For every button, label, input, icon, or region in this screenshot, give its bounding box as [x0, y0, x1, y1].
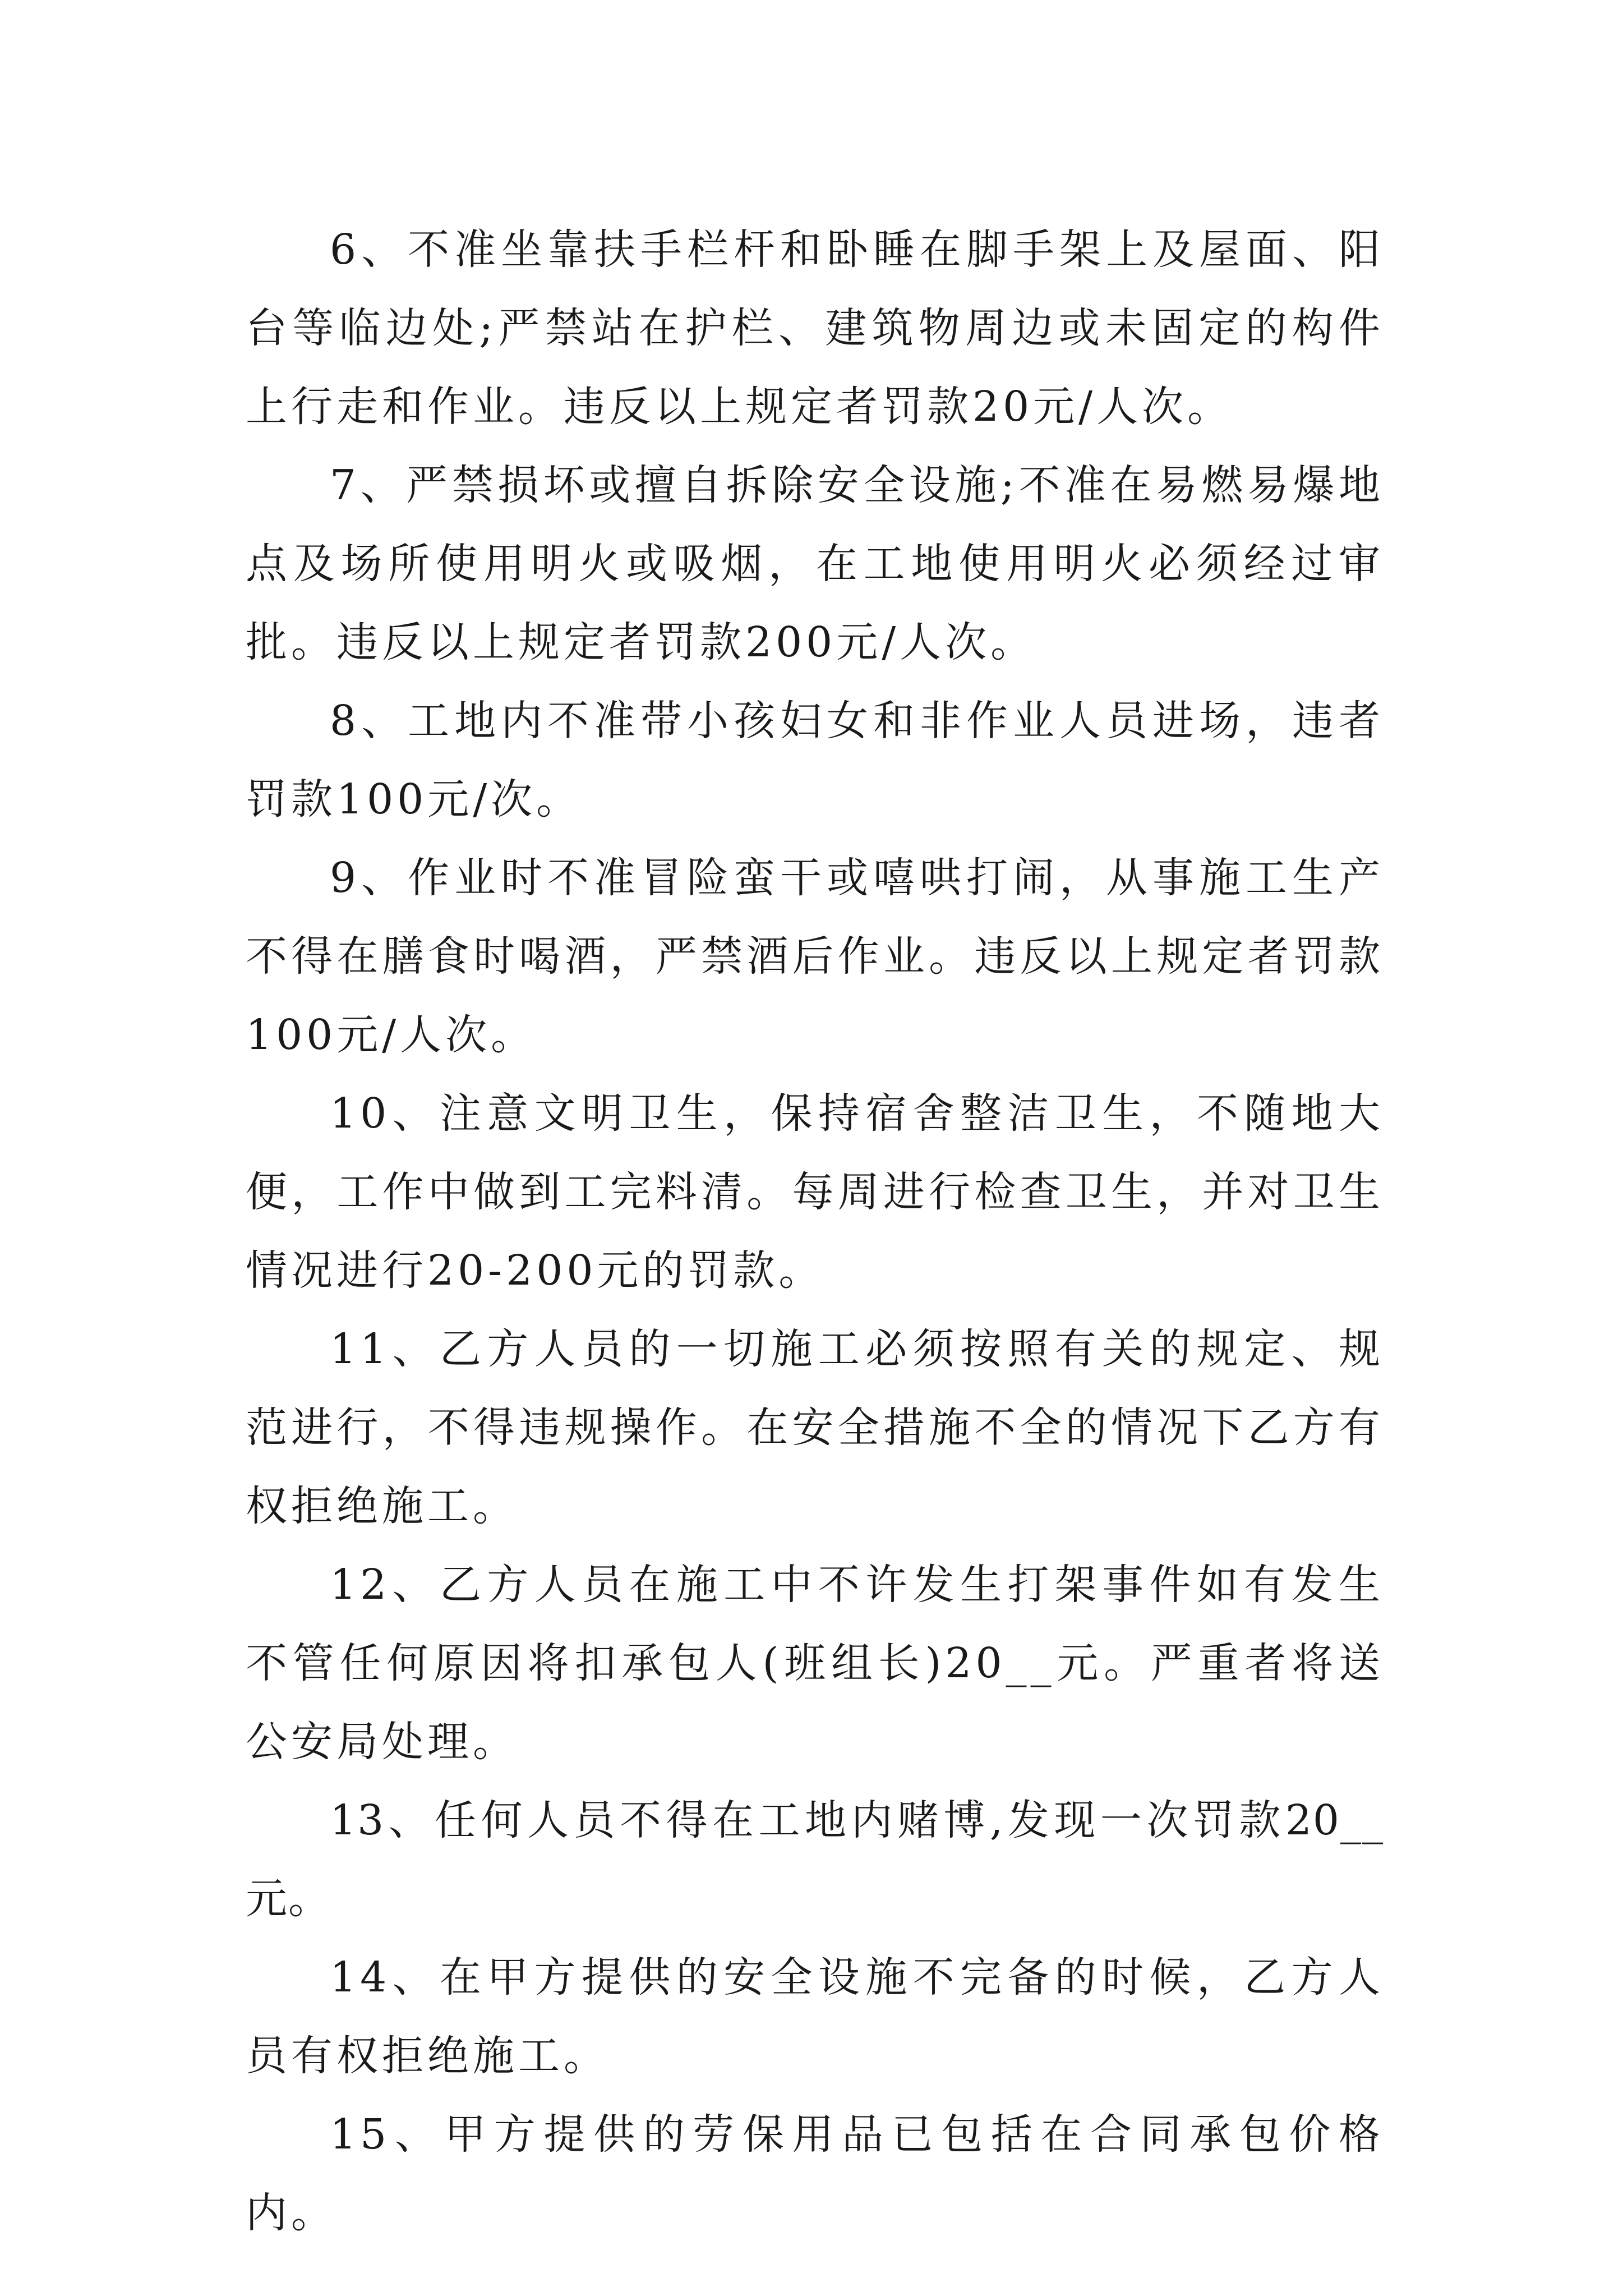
paragraph-item-14: 14、在甲方提供的安全设施不完备的时候，乙方人员有权拒绝施工。	[246, 1953, 1384, 2080]
paragraph-item-15: 15、甲方提供的劳保用品已包括在合同承包价格内。	[246, 2110, 1384, 2237]
paragraph-item-10: 10、注意文明卫生，保持宿舍整洁卫生，不随地大便，工作中做到工完料清。每周进行检查卫生，并对卫生情况进行20-200元的罚款。	[246, 1089, 1384, 1295]
paragraph-item-12: 12、乙方人员在施工中不许发生打架事件如有发生不管任何原因将扣承包人(班组长)20__元。严重者将送公安局处理。	[246, 1561, 1384, 1766]
paragraph-item-8: 8、工地内不准带小孩妇女和非作业人员进场，违者罚款100元/次。	[246, 697, 1384, 823]
paragraph-item-9: 9、作业时不准冒险蛮干或嘻哄打闹，从事施工生产不得在膳食时喝酒，严禁酒后作业。违反以上规定者罚款100元/人次。	[246, 854, 1384, 1059]
paragraph-item-11: 11、乙方人员的一切施工必须按照有关的规定、规范进行，不得违规操作。在安全措施不全的情况下乙方有权拒绝施工。	[246, 1325, 1384, 1530]
paragraph-item-13: 13、任何人员不得在工地内赌博,发现一次罚款20__元。	[246, 1796, 1384, 1923]
document-body	[246, 210, 1384, 2252]
paragraph-item-6: 6、不准坐靠扶手栏杆和卧睡在脚手架上及屋面、阳台等临边处;严禁站在护栏、建筑物周边或未固定的构件上行走和作业。违反以上规定者罚款20元/人次。	[246, 226, 1384, 431]
paragraph-item-7: 7、严禁损坏或擅自拆除安全设施;不准在易燃易爆地点及场所使用明火或吸烟，在工地使用明火必须经过审批。违反以上规定者罚款200元/人次。	[246, 461, 1384, 666]
